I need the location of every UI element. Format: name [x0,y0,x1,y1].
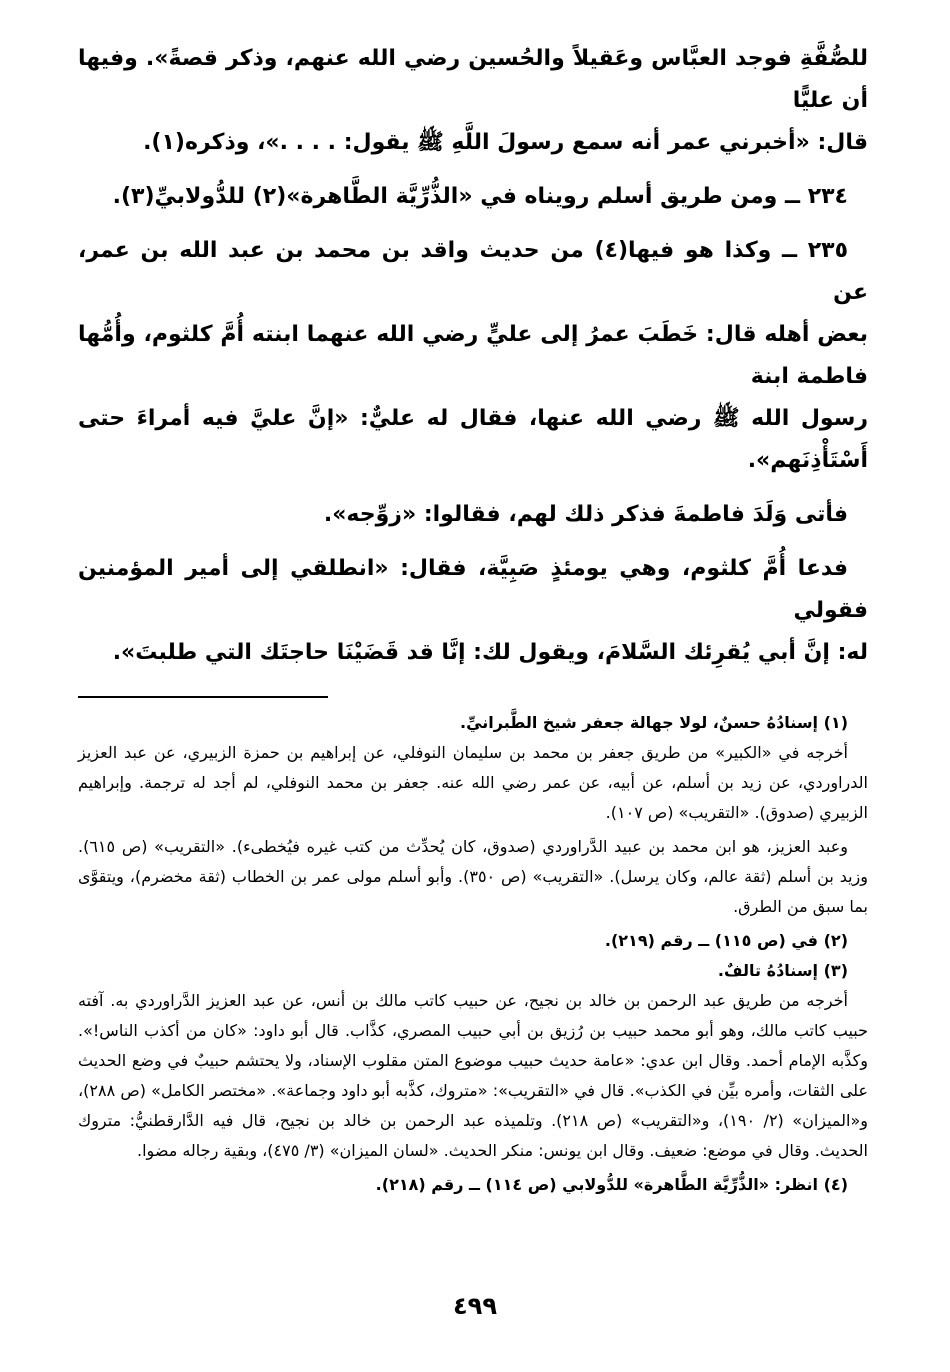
footnote-1-body-1: أخرجه في «الكبير» من طريق جعفر بن محمد بن سليمان النوفلي، عن إبراهيم بن حمزة الزبيري، عن عبد العزيز الدراوردي، عن زيد بن أسلم، عن أبيه، عن عمر رضي الله عنه. جعفر بن محمد النوفلي، لم أجد له ترجمة. وإبراهيم الزبيري (صدوق). «التقريب» (ص ١٠٧). [78,743,868,822]
footnote-2: (٢) في (ص ١١٥) ــ رقم (٢١٩). [604,931,848,950]
paragraph-235-line2: بعض أهله قال: خَطَبَ عمرُ إلى عليٍّ رضي الله عنهما ابنته أُمَّ كلثوم، وأُمُّها فاطمة ابنة [78,322,868,389]
footnotes [78,708,868,1200]
paragraph-intro-line1: للصُّفَّةِ فوجد العبَّاس وعَقيلاً والحُسين رضي الله عنهم، وذكر قصةً». وفيها أن عليًّا [78,46,868,113]
page-body [78,38,868,1200]
paragraph-235-line3: رسول الله ﷺ رضي الله عنها، فقال له عليٌّ: «إنَّ عليَّ فيه أمراءَ حتى أَسْتَأْذِنَهم». [78,406,868,473]
footnote-4: (٤) انظر: «الذُّرِّيَّة الطَّاهرة» للدُّولابي (ص ١١٤) ــ رقم (٢١٨). [375,1175,848,1194]
footnote-1-heading: (١) إسنادُهُ حسنٌ، لولا جهالة جعفر شيخ الطَّبرانيِّ. [460,713,848,732]
page-number: ٤٩٩ [453,1292,497,1320]
paragraph-umm-kulthum-line1: فدعا أُمَّ كلثوم، وهي يومئذٍ صَبِيَّة، فقال: «انطلقي إلى أمير المؤمنين فقولي [78,556,868,623]
paragraph-fatima-children: فأتى وَلَدَ فاطمةَ فذكر ذلك لهم، فقالوا: «زوِّجه». [323,502,848,527]
paragraph-235-line1: ٢٣٥ ــ وكذا هو فيها(٤) من حديث واقد بن محمد بن عبد الله بن عمر، عن [78,238,868,305]
footnote-3-heading: (٣) إسنادُهُ تالفٌ. [717,961,848,980]
paragraph-umm-kulthum-line2: له: إنَّ أبي يُقرِئك السَّلامَ، ويقول لك: إنَّا قد قَضَيْنَا حاجتَك التي طلبتَ». [112,640,868,665]
paragraph-234: ٢٣٤ ــ ومن طريق أسلم رويناه في «الذُّرِّيَّة الطَّاهرة»(٢) للدُّولابيِّ(٣). [112,184,848,209]
footnote-3-body: أخرجه من طريق عبد الرحمن بن خالد بن نجيح، عن حبيب كاتب مالك بن أنس، عن عبد العزيز الدَّراوردي به. آفته حبيب كاتب مالك، وهو أبو محمد حبيب بن رُزيق بن أبي حبيب المصري، كذَّاب. قال أبو داود: «كان من أكذب الناس!». وكذَّبه الإمام أحمد. وقال ابن عدي: «عامة حديث حبيب موضوع المتن مقلوب الإسناد، ولا يحتشم حبيبٌ في وضع الحديث على الثقات، وأمره بيِّن في الكذب». قال في «التقريب»: «متروك، كذَّبه أبو داود وجماعة». «مختصر الكامل» (ص ٢٨٨)، و«الميزان» (٢/ ١٩٠)، و«التقريب» (ص ٢١٨). وتلميذه عبد الرحمن بن خالد بن نجيح، قال فيه الدَّارقطنيُّ: متروك الحديث. وقال في موضع: ضعيف. وقال ابن يونس: منكر الحديث. «لسان الميزان» (٣/ ٤٧٥)، وبقية رجاله مضوا. [78,991,869,1160]
footnote-1-body-2: وعبد العزيز، هو ابن محمد بن عبيد الدَّراوردي (صدوق، كان يُحدِّث من كتب غيره فيُخطىء). «التقريب» (ص ٦١٥). وزيد بن أسلم (ثقة عالم، وكان يرسل). «التقريب» (ص ٣٥٠). وأبو أسلم مولى عمر بن الخطاب (ثقة مخضرم)، ويتقوَّى بما سبق من الطرق. [78,837,868,916]
paragraph-intro-line2: قال: «أخبرني عمر أنه سمع رسولَ اللَّهِ ﷺ يقول: . . . .»، وذكره(١). [143,130,868,155]
main-text [78,38,868,674]
footnote-divider [78,696,328,698]
